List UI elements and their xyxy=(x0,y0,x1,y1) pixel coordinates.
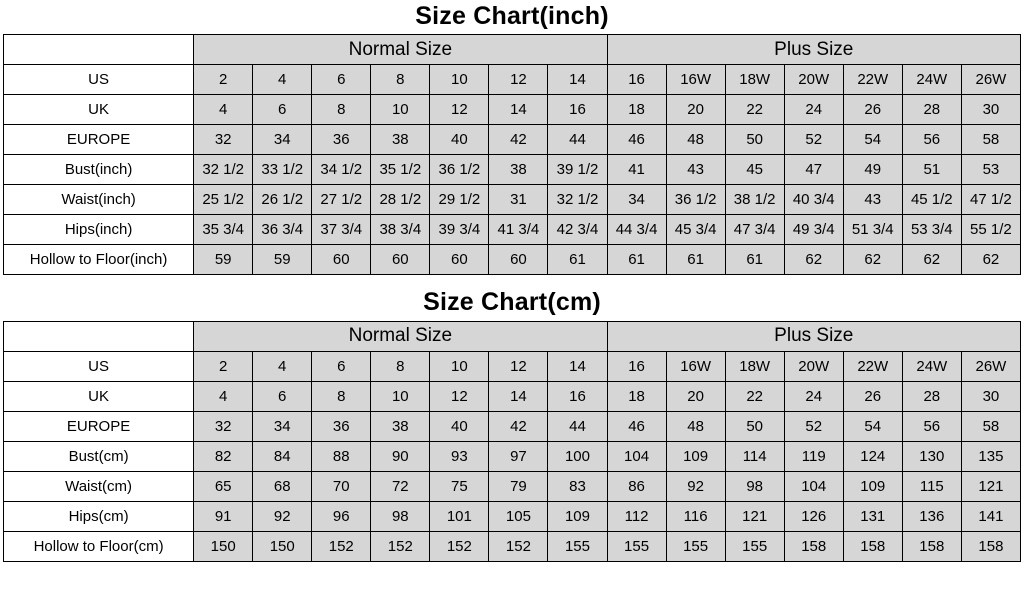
table-cell: 6 xyxy=(312,65,371,95)
table-cell: 32 xyxy=(194,411,253,441)
table-cell: 56 xyxy=(902,411,961,441)
table-row xyxy=(4,245,1021,275)
table-cell: 14 xyxy=(489,95,548,125)
table-cell: 28 xyxy=(902,95,961,125)
table-cell: 16 xyxy=(548,381,607,411)
table-cell: 25 1/2 xyxy=(194,185,253,215)
table-cell: 56 xyxy=(902,125,961,155)
table-cell: 58 xyxy=(961,125,1020,155)
table-cell: 121 xyxy=(725,501,784,531)
table-cell: 60 xyxy=(371,245,430,275)
table-cell: 43 xyxy=(666,155,725,185)
table-cell: 39 1/2 xyxy=(548,155,607,185)
table-cell: 53 3/4 xyxy=(902,215,961,245)
table-cell: 65 xyxy=(194,471,253,501)
table-cell: 26W xyxy=(961,65,1020,95)
table-cell: 36 1/2 xyxy=(430,155,489,185)
table-cell: 48 xyxy=(666,125,725,155)
table-cell: 41 xyxy=(607,155,666,185)
table-cell: 70 xyxy=(312,471,371,501)
table-cell: 33 1/2 xyxy=(253,155,312,185)
table-cell: 116 xyxy=(666,501,725,531)
table-cell: 86 xyxy=(607,471,666,501)
table-cell: 44 xyxy=(548,411,607,441)
table-cell: 18 xyxy=(607,95,666,125)
table-cell: 97 xyxy=(489,441,548,471)
table-cell: 46 xyxy=(607,125,666,155)
table-cell: 47 xyxy=(784,155,843,185)
table-cell: 35 3/4 xyxy=(194,215,253,245)
table-cell: 84 xyxy=(253,441,312,471)
table-cell: 42 xyxy=(489,411,548,441)
table-cell: 32 xyxy=(194,125,253,155)
table-cell: 92 xyxy=(666,471,725,501)
table-cell: 35 1/2 xyxy=(371,155,430,185)
table-cell: 38 3/4 xyxy=(371,215,430,245)
table-cell: 10 xyxy=(430,65,489,95)
table-cell: 155 xyxy=(548,531,607,561)
table-cell: 49 xyxy=(843,155,902,185)
table-cell: 62 xyxy=(784,245,843,275)
table-row xyxy=(4,95,1021,125)
table-cell: 68 xyxy=(253,471,312,501)
table-group-header-row xyxy=(4,35,1021,65)
table-cell: 44 3/4 xyxy=(607,215,666,245)
table-row-label: EUROPE xyxy=(4,411,194,441)
table-cell: 14 xyxy=(489,381,548,411)
table-cell: 22W xyxy=(843,65,902,95)
table-cell: 52 xyxy=(784,125,843,155)
table-cell: 52 xyxy=(784,411,843,441)
table-cell: 26 xyxy=(843,95,902,125)
table-cell: 16 xyxy=(607,65,666,95)
table-cell: 20W xyxy=(784,351,843,381)
table-row xyxy=(4,441,1021,471)
chart-separator xyxy=(0,275,1024,286)
table-row-label: Bust(cm) xyxy=(4,441,194,471)
table-cell: 12 xyxy=(489,351,548,381)
table-cell: 10 xyxy=(371,95,430,125)
table-cell: 91 xyxy=(194,501,253,531)
page-title-cm: Size Chart(cm) xyxy=(423,288,601,317)
table-cell: 61 xyxy=(725,245,784,275)
table-row xyxy=(4,155,1021,185)
table-row xyxy=(4,185,1021,215)
table-row-label: US xyxy=(4,65,194,95)
table-cell: 72 xyxy=(371,471,430,501)
table-cell: 8 xyxy=(371,65,430,95)
table-cell: 42 xyxy=(489,125,548,155)
table-cell: 4 xyxy=(253,65,312,95)
table-cell: 18W xyxy=(725,351,784,381)
table-cell: 93 xyxy=(430,441,489,471)
table-row-label: UK xyxy=(4,95,194,125)
table-cell: 130 xyxy=(902,441,961,471)
table-cell: 42 3/4 xyxy=(548,215,607,245)
table-row xyxy=(4,381,1021,411)
table-cell: 28 1/2 xyxy=(371,185,430,215)
table-cell: 10 xyxy=(430,351,489,381)
table-cell: 126 xyxy=(784,501,843,531)
table-cell: 92 xyxy=(253,501,312,531)
table-cell: 101 xyxy=(430,501,489,531)
table-cell: 62 xyxy=(843,245,902,275)
table-cell: 60 xyxy=(312,245,371,275)
table-corner-blank xyxy=(4,35,194,65)
table-cell: 2 xyxy=(194,65,253,95)
table-cell: 40 xyxy=(430,411,489,441)
table-cell: 24 xyxy=(784,381,843,411)
table-cell: 158 xyxy=(843,531,902,561)
table-cell: 40 3/4 xyxy=(784,185,843,215)
table-cell: 34 xyxy=(253,125,312,155)
size-table-inch xyxy=(3,34,1021,275)
table-cell: 61 xyxy=(607,245,666,275)
table-cell: 16 xyxy=(548,95,607,125)
table-cell: 45 xyxy=(725,155,784,185)
table-cell: 12 xyxy=(430,381,489,411)
table-cell: 10 xyxy=(371,381,430,411)
table-row xyxy=(4,351,1021,381)
table-cell: 20 xyxy=(666,381,725,411)
page-title-inch: Size Chart(inch) xyxy=(415,2,609,30)
table-cell: 58 xyxy=(961,411,1020,441)
table-cell: 16W xyxy=(666,351,725,381)
table-row xyxy=(4,531,1021,561)
table-cell: 16 xyxy=(607,351,666,381)
table-cell: 100 xyxy=(548,441,607,471)
table-cell: 46 xyxy=(607,411,666,441)
table-group-header: Normal Size xyxy=(194,321,607,351)
table-cell: 50 xyxy=(725,411,784,441)
table-row-label: Hollow to Floor(cm) xyxy=(4,531,194,561)
table-cell: 135 xyxy=(961,441,1020,471)
table-cell: 39 3/4 xyxy=(430,215,489,245)
table-cell: 75 xyxy=(430,471,489,501)
table-corner-blank xyxy=(4,321,194,351)
table-row xyxy=(4,471,1021,501)
table-cell: 104 xyxy=(784,471,843,501)
table-cell: 36 3/4 xyxy=(253,215,312,245)
table-cell: 98 xyxy=(725,471,784,501)
table-cell: 49 3/4 xyxy=(784,215,843,245)
table-cell: 8 xyxy=(312,381,371,411)
table-row xyxy=(4,65,1021,95)
table-cell: 30 xyxy=(961,381,1020,411)
table-cell: 61 xyxy=(666,245,725,275)
table-cell: 121 xyxy=(961,471,1020,501)
table-cell: 158 xyxy=(784,531,843,561)
table-cell: 54 xyxy=(843,125,902,155)
table-row-label: Hips(inch) xyxy=(4,215,194,245)
table-cell: 24 xyxy=(784,95,843,125)
table-cell: 8 xyxy=(312,95,371,125)
table-cell: 45 1/2 xyxy=(902,185,961,215)
table-cell: 12 xyxy=(489,65,548,95)
table-cell: 60 xyxy=(430,245,489,275)
size-chart-inch-block xyxy=(0,0,1024,275)
table-cell: 22 xyxy=(725,381,784,411)
table-cell: 24W xyxy=(902,351,961,381)
table-group-header: Plus Size xyxy=(607,35,1020,65)
table-cell: 36 1/2 xyxy=(666,185,725,215)
table-row-label: EUROPE xyxy=(4,125,194,155)
table-cell: 152 xyxy=(312,531,371,561)
table-cell: 62 xyxy=(961,245,1020,275)
table-cell: 38 1/2 xyxy=(725,185,784,215)
table-cell: 36 xyxy=(312,411,371,441)
table-cell: 155 xyxy=(725,531,784,561)
table-row-label: Hips(cm) xyxy=(4,501,194,531)
size-chart-cm-block xyxy=(0,286,1024,561)
table-cell: 44 xyxy=(548,125,607,155)
table-cell: 22 xyxy=(725,95,784,125)
table-cell: 109 xyxy=(666,441,725,471)
table-cell: 4 xyxy=(253,351,312,381)
table-cell: 36 xyxy=(312,125,371,155)
table-cell: 31 xyxy=(489,185,548,215)
table-cell: 6 xyxy=(253,95,312,125)
table-cell: 158 xyxy=(902,531,961,561)
table-cell: 38 xyxy=(371,125,430,155)
table-row xyxy=(4,215,1021,245)
table-cell: 12 xyxy=(430,95,489,125)
table-cell: 59 xyxy=(253,245,312,275)
table-cell: 6 xyxy=(312,351,371,381)
table-cell: 150 xyxy=(253,531,312,561)
table-cell: 51 3/4 xyxy=(843,215,902,245)
table-group-header: Plus Size xyxy=(607,321,1020,351)
table-cell: 29 1/2 xyxy=(430,185,489,215)
table-cell: 26 1/2 xyxy=(253,185,312,215)
table-cell: 61 xyxy=(548,245,607,275)
table-cell: 38 xyxy=(489,155,548,185)
table-cell: 82 xyxy=(194,441,253,471)
table-group-header: Normal Size xyxy=(194,35,607,65)
table-row-label: Waist(inch) xyxy=(4,185,194,215)
table-row xyxy=(4,501,1021,531)
table-cell: 14 xyxy=(548,351,607,381)
table-cell: 26 xyxy=(843,381,902,411)
table-cell: 98 xyxy=(371,501,430,531)
table-cell: 59 xyxy=(194,245,253,275)
table-cell: 50 xyxy=(725,125,784,155)
table-row-label: US xyxy=(4,351,194,381)
table-cell: 4 xyxy=(194,95,253,125)
table-cell: 34 xyxy=(607,185,666,215)
table-cell: 114 xyxy=(725,441,784,471)
table-cell: 155 xyxy=(607,531,666,561)
table-cell: 48 xyxy=(666,411,725,441)
table-row-label: Waist(cm) xyxy=(4,471,194,501)
table-cell: 34 1/2 xyxy=(312,155,371,185)
table-cell: 88 xyxy=(312,441,371,471)
table-cell: 104 xyxy=(607,441,666,471)
table-cell: 131 xyxy=(843,501,902,531)
table-cell: 34 xyxy=(253,411,312,441)
table-cell: 115 xyxy=(902,471,961,501)
table-cell: 45 3/4 xyxy=(666,215,725,245)
table-cell: 20 xyxy=(666,95,725,125)
table-cell: 4 xyxy=(194,381,253,411)
table-cell: 16W xyxy=(666,65,725,95)
table-cell: 105 xyxy=(489,501,548,531)
table-cell: 24W xyxy=(902,65,961,95)
table-cell: 158 xyxy=(961,531,1020,561)
table-cell: 53 xyxy=(961,155,1020,185)
table-cell: 37 3/4 xyxy=(312,215,371,245)
table-row-label: Hollow to Floor(inch) xyxy=(4,245,194,275)
table-cell: 109 xyxy=(548,501,607,531)
table-cell: 2 xyxy=(194,351,253,381)
table-cell: 79 xyxy=(489,471,548,501)
table-cell: 152 xyxy=(430,531,489,561)
table-cell: 124 xyxy=(843,441,902,471)
table-cell: 26W xyxy=(961,351,1020,381)
table-cell: 28 xyxy=(902,381,961,411)
table-cell: 47 1/2 xyxy=(961,185,1020,215)
table-cell: 43 xyxy=(843,185,902,215)
table-cell: 6 xyxy=(253,381,312,411)
table-cell: 20W xyxy=(784,65,843,95)
table-cell: 155 xyxy=(666,531,725,561)
table-cell: 55 1/2 xyxy=(961,215,1020,245)
table-cell: 152 xyxy=(489,531,548,561)
table-cell: 90 xyxy=(371,441,430,471)
table-row xyxy=(4,125,1021,155)
table-cell: 62 xyxy=(902,245,961,275)
table-cell: 141 xyxy=(961,501,1020,531)
table-cell: 47 3/4 xyxy=(725,215,784,245)
table-cell: 40 xyxy=(430,125,489,155)
table-cell: 14 xyxy=(548,65,607,95)
table-cell: 54 xyxy=(843,411,902,441)
table-cell: 119 xyxy=(784,441,843,471)
table-cell: 18 xyxy=(607,381,666,411)
table-cell: 22W xyxy=(843,351,902,381)
table-cell: 30 xyxy=(961,95,1020,125)
table-cell: 109 xyxy=(843,471,902,501)
table-row-label: Bust(inch) xyxy=(4,155,194,185)
table-cell: 41 3/4 xyxy=(489,215,548,245)
table-cell: 96 xyxy=(312,501,371,531)
table-row-label: UK xyxy=(4,381,194,411)
table-cell: 112 xyxy=(607,501,666,531)
table-cell: 60 xyxy=(489,245,548,275)
table-group-header-row xyxy=(4,321,1021,351)
table-cell: 150 xyxy=(194,531,253,561)
table-cell: 51 xyxy=(902,155,961,185)
table-cell: 18W xyxy=(725,65,784,95)
table-cell: 32 1/2 xyxy=(548,185,607,215)
table-cell: 27 1/2 xyxy=(312,185,371,215)
table-cell: 38 xyxy=(371,411,430,441)
table-cell: 8 xyxy=(371,351,430,381)
table-cell: 136 xyxy=(902,501,961,531)
table-cell: 83 xyxy=(548,471,607,501)
table-row xyxy=(4,411,1021,441)
table-cell: 32 1/2 xyxy=(194,155,253,185)
size-table-cm xyxy=(3,321,1021,562)
table-cell: 152 xyxy=(371,531,430,561)
